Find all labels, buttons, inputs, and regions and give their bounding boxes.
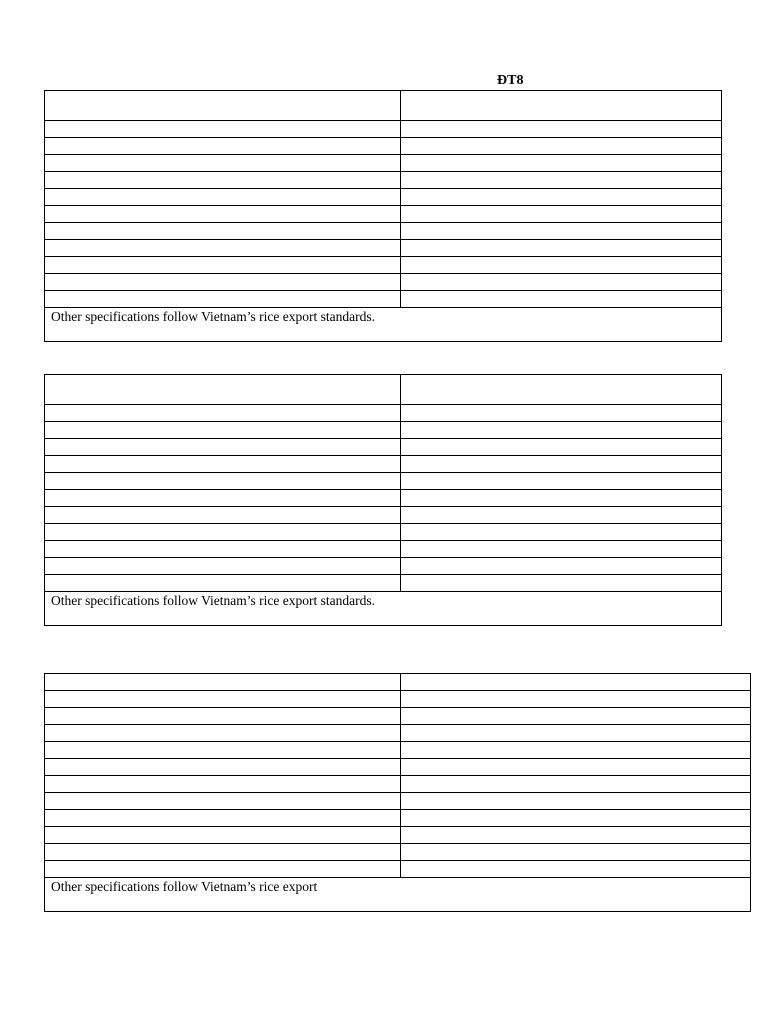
table-cell-label [45, 708, 401, 725]
table-row [45, 456, 722, 473]
table-cell-value [401, 155, 722, 172]
document-title: ĐT8 [497, 73, 524, 88]
table-cell-value [401, 240, 722, 257]
table-cell-label [45, 405, 401, 422]
table-cell-value [401, 524, 722, 541]
table-cell-label [45, 674, 401, 691]
table-cell-label [45, 725, 401, 742]
table-row [45, 189, 722, 206]
table-cell-value [401, 507, 722, 524]
table-cell-value [401, 759, 751, 776]
table-cell-label [45, 742, 401, 759]
table-cell-label [45, 257, 401, 274]
table-cell-value [401, 422, 722, 439]
table-row [45, 507, 722, 524]
table-row [45, 121, 722, 138]
table-cell-value [401, 725, 751, 742]
table-cell-value [401, 405, 722, 422]
table-cell-value [401, 91, 722, 121]
table-row [45, 575, 722, 592]
table-row [45, 257, 722, 274]
table-header-row [45, 375, 722, 405]
table-cell-label [45, 861, 401, 878]
table-row [45, 524, 722, 541]
spec-table-2 [44, 374, 722, 626]
table-cell-value [401, 575, 722, 592]
spec-note-1: Other specifications follow Vietnam’s rice export standards. [45, 308, 722, 342]
table-cell-value [401, 172, 722, 189]
table-cell-value [401, 691, 751, 708]
table-row [45, 541, 722, 558]
table-cell-value [401, 861, 751, 878]
table-cell-label [45, 541, 401, 558]
table-row [45, 155, 722, 172]
table-row [45, 473, 722, 490]
table-cell-value [401, 257, 722, 274]
table-cell-label [45, 121, 401, 138]
table-cell-label [45, 473, 401, 490]
table-cell-value [401, 708, 751, 725]
spec-note-3: Other specifications follow Vietnam’s rice export [45, 878, 751, 912]
table-cell-value [401, 490, 722, 507]
table-cell-value [401, 456, 722, 473]
table-cell-value [401, 291, 722, 308]
table-cell-value [401, 439, 722, 456]
table-cell-value [401, 793, 751, 810]
table-cell-label [45, 172, 401, 189]
table-cell-label [45, 439, 401, 456]
table-cell-value [401, 189, 722, 206]
table-cell-label [45, 490, 401, 507]
table-row [45, 291, 722, 308]
table-row [45, 490, 722, 507]
table-row [45, 206, 722, 223]
table-cell-label [45, 456, 401, 473]
table-cell-value [401, 138, 722, 155]
table-cell-label [45, 240, 401, 257]
table-cell-value [401, 558, 722, 575]
table-row [45, 844, 751, 861]
table-row [45, 558, 722, 575]
table-row [45, 861, 751, 878]
spec-table-1 [44, 90, 722, 342]
table-cell-value [401, 274, 722, 291]
table-cell-label [45, 575, 401, 592]
table-row [45, 691, 751, 708]
table-cell-value [401, 473, 722, 490]
spec-note-2: Other specifications follow Vietnam’s rice export standards. [45, 592, 722, 626]
table-row [45, 172, 722, 189]
table-cell-value [401, 121, 722, 138]
table-cell-value [401, 844, 751, 861]
table-cell-label [45, 223, 401, 240]
table-row [45, 708, 751, 725]
table-cell-label [45, 507, 401, 524]
table-cell-value [401, 674, 751, 691]
table-row [45, 742, 751, 759]
table-header-row [45, 91, 722, 121]
table-cell-label [45, 91, 401, 121]
table-row [45, 674, 751, 691]
table-cell-label [45, 810, 401, 827]
table-cell-label [45, 844, 401, 861]
table-cell-label [45, 189, 401, 206]
table-cell-label [45, 691, 401, 708]
table-cell-value [401, 827, 751, 844]
table-row [45, 405, 722, 422]
table-row [45, 223, 722, 240]
table-cell-label [45, 776, 401, 793]
table-cell-label [45, 155, 401, 172]
table-cell-value [401, 375, 722, 405]
table-cell-value [401, 810, 751, 827]
table-cell-label [45, 759, 401, 776]
table-row [45, 274, 722, 291]
table-cell-value [401, 541, 722, 558]
table-cell-value [401, 206, 722, 223]
spec-table-3 [44, 673, 751, 912]
table-row [45, 827, 751, 844]
table-cell-label [45, 375, 401, 405]
table-cell-label [45, 524, 401, 541]
table-row [45, 138, 722, 155]
table-cell-value [401, 223, 722, 240]
table-row [45, 240, 722, 257]
table-row [45, 422, 722, 439]
table-cell-label [45, 138, 401, 155]
table-cell-label [45, 827, 401, 844]
table-row [45, 810, 751, 827]
table-row [45, 439, 722, 456]
table-cell-label [45, 206, 401, 223]
table-cell-value [401, 742, 751, 759]
table-cell-label [45, 274, 401, 291]
table-cell-label [45, 558, 401, 575]
table-cell-label [45, 793, 401, 810]
table-row [45, 759, 751, 776]
table-row [45, 793, 751, 810]
table-cell-label [45, 422, 401, 439]
table-row [45, 776, 751, 793]
table-cell-label [45, 291, 401, 308]
table-cell-value [401, 776, 751, 793]
table-row [45, 725, 751, 742]
